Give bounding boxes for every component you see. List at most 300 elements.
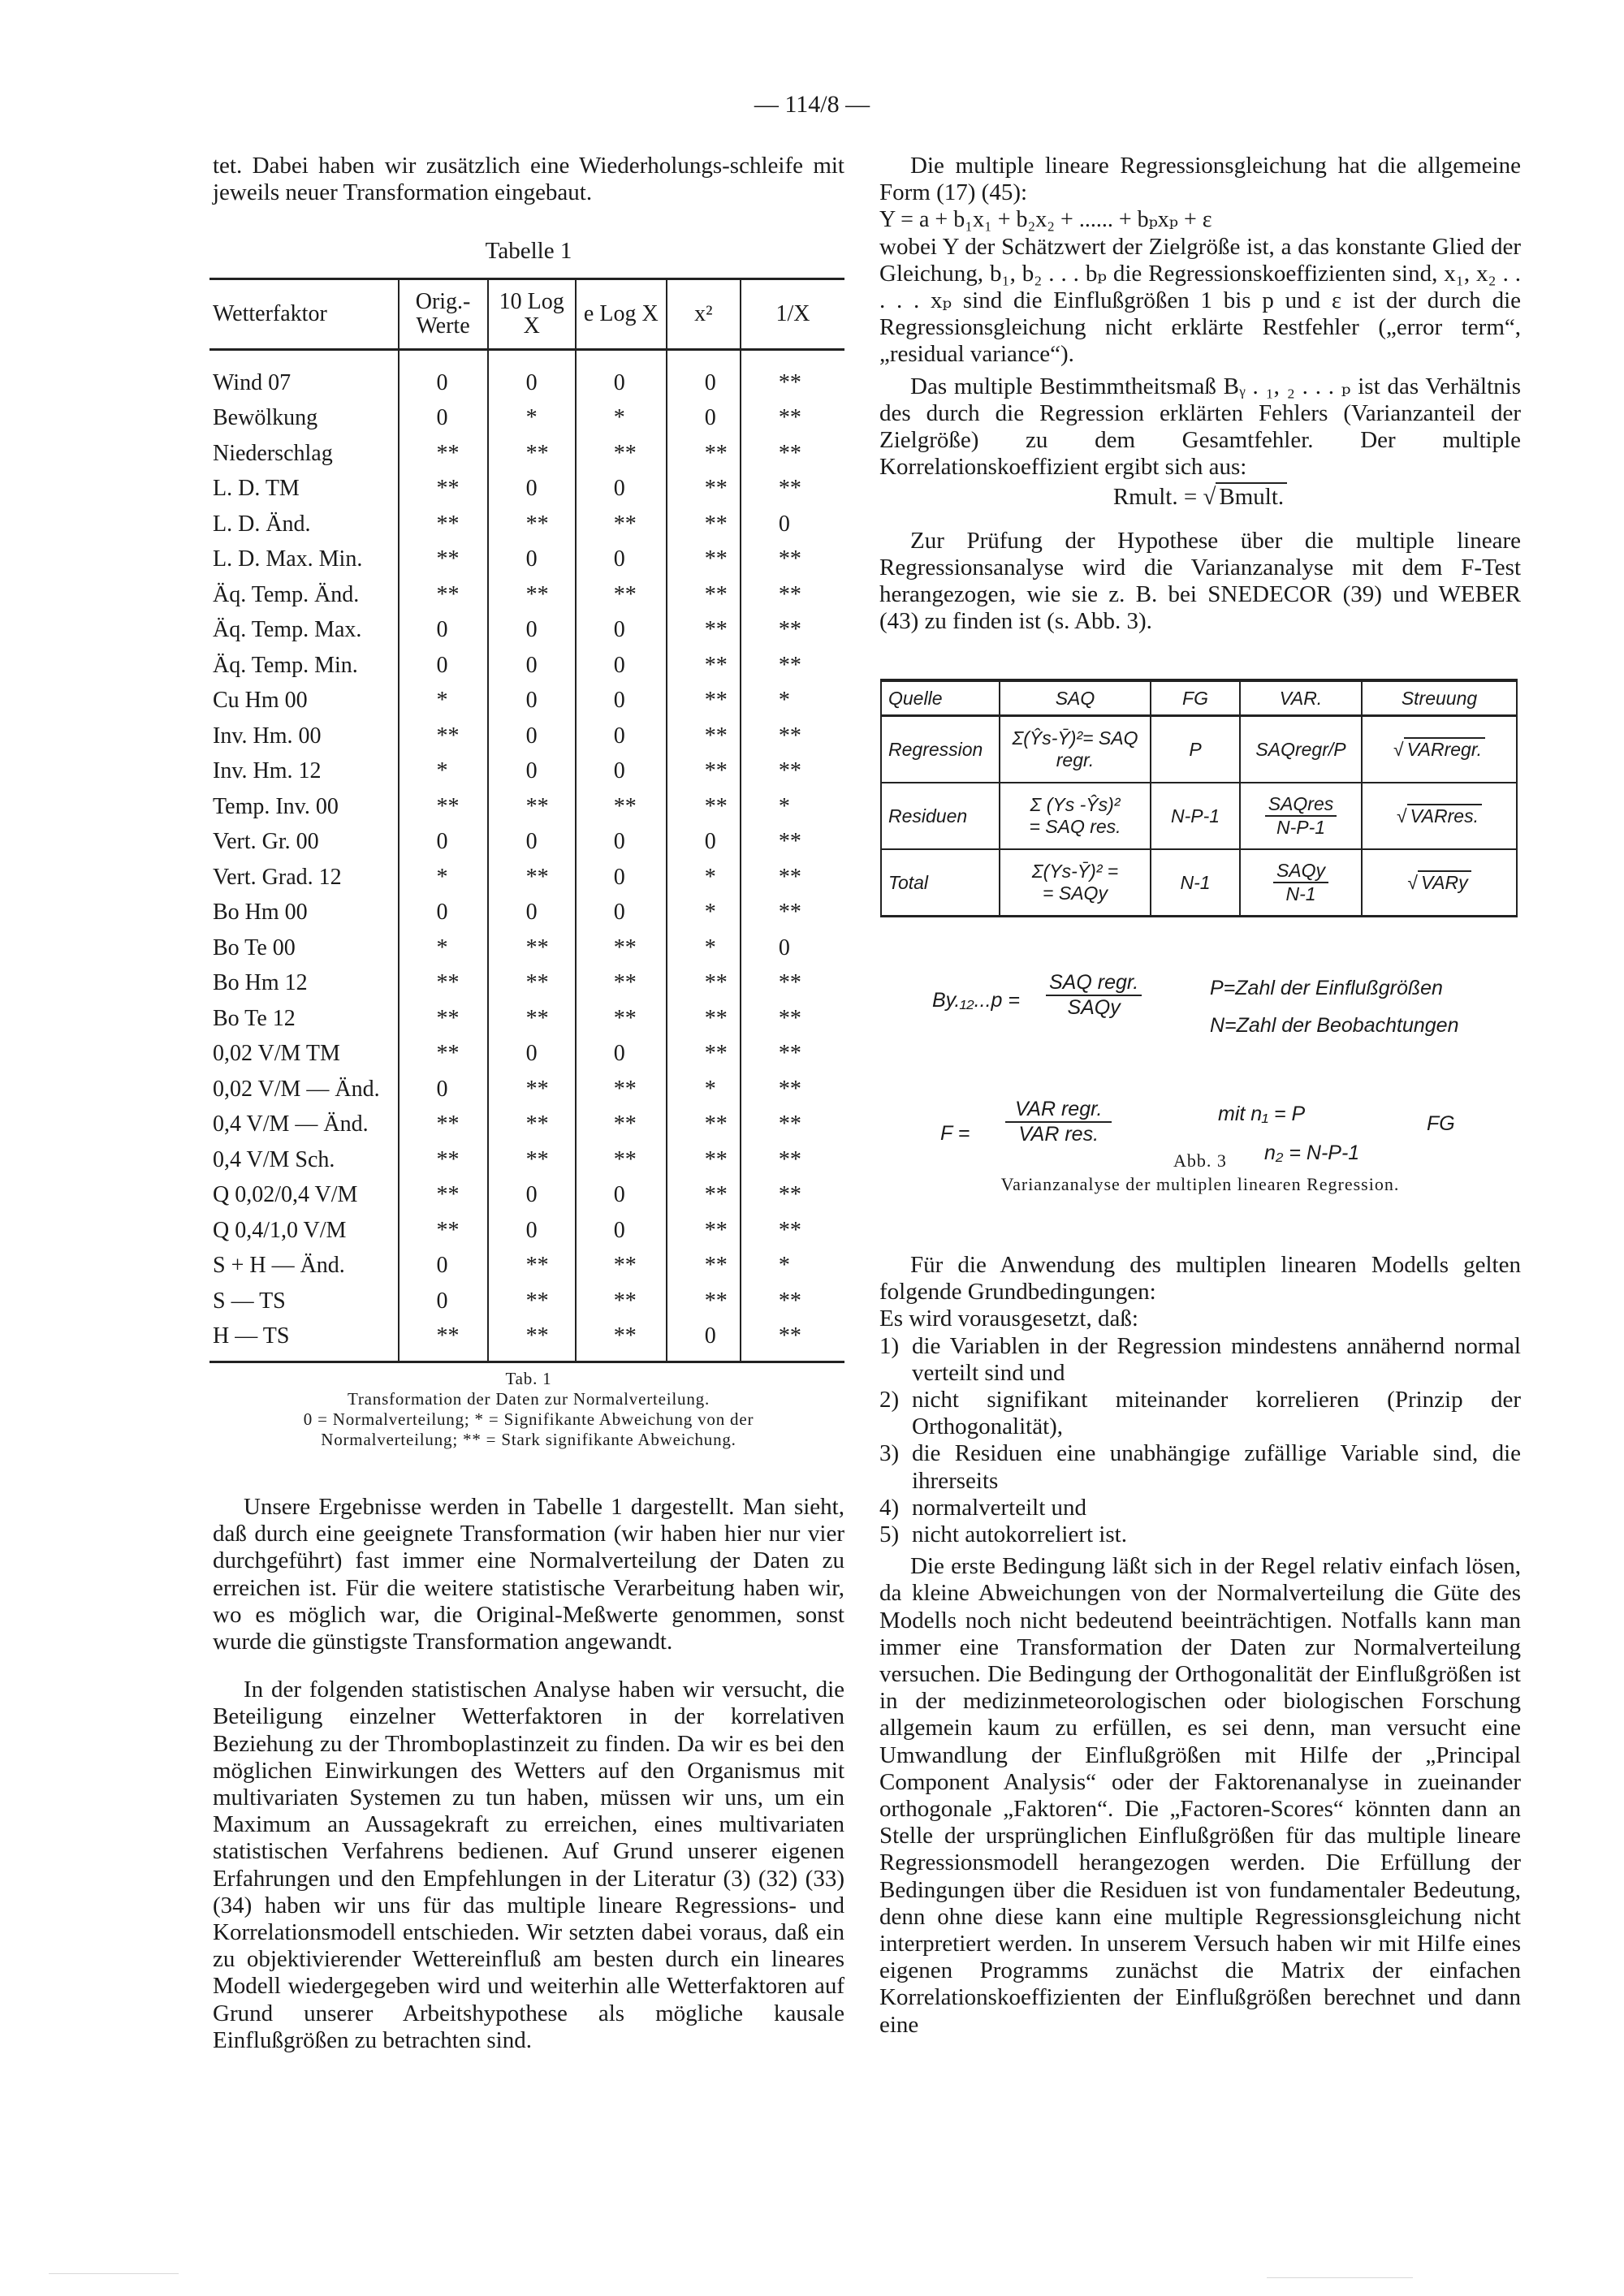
table1-value-cell: 0 <box>576 350 667 401</box>
table1-value-cell: ** <box>741 860 844 896</box>
table1-value-cell: 0 <box>667 825 741 861</box>
right-top <box>879 153 1521 635</box>
table1-value-cell: ** <box>667 1107 741 1143</box>
table1-row <box>209 896 844 931</box>
formula-b-num: SAQ regr. <box>1046 971 1142 996</box>
table1-value-cell: 0 <box>488 1178 576 1214</box>
conditions-list <box>879 1333 1521 1549</box>
table1-caption-title: Transformation der Daten zur Normalverteilung. <box>348 1389 710 1409</box>
table1-value-cell: ** <box>741 1319 844 1362</box>
table1-value-cell: ** <box>399 507 488 542</box>
table1-factor-cell: Q 0,4/1,0 V/M <box>213 1217 347 1243</box>
table1-value-cell: 0 <box>488 684 576 719</box>
table1-row <box>209 1249 844 1284</box>
table1-value-cell: ** <box>741 1107 844 1143</box>
table1-row <box>209 719 844 754</box>
table1-value-cell: 0 <box>576 648 667 684</box>
anova-total-var <box>1240 849 1362 917</box>
table1-row <box>209 401 844 437</box>
anova-header-saq: SAQ <box>1000 680 1151 716</box>
anova-total-saq-top: Σ(Ys-Ȳ)² = <box>1031 861 1119 882</box>
regression-equation: Y = a + b₁x₁ + b₂x₂ + ...... + bₚxₚ + ε <box>879 207 1212 233</box>
table1-value-cell: ** <box>741 648 844 684</box>
table1-value-cell: 0 <box>576 542 667 578</box>
rmult-lhs: Rmult. = <box>1112 484 1198 511</box>
table1-value-cell: * <box>667 860 741 896</box>
table1-value-cell: ** <box>399 1213 488 1249</box>
table1-value-cell: ** <box>576 436 667 472</box>
table1-value-cell: 0 <box>399 401 488 437</box>
table1-factor-cell: 0,02 V/M — Änd. <box>213 1076 380 1102</box>
right-paragraph-definitions: wobei Y der Schätzwert der Zielgröße ist, a das konstante Glied der Gleichung, b₁, b₂ . . . bₚ die Regressionskoeffizienten sind, x₁, x₂ . . . . . xₚ sind die Einflußgrößen 1 bis p und ε ist der durch die Regressionsgleichung nicht erklärte Restfehler („error term“, „residual variance“). <box>879 233 1521 368</box>
table1-value-cell: 0 <box>488 648 576 684</box>
left-paragraph-analysis: In der folgenden statistischen Analyse haben wir versucht, die Beteiligung einzelner Wetterfaktoren in der korrelativen Beziehung zu der Thromboplastinzeit zu finden. Da wir es bei den möglichen Einwirkungen des Wetters auf den Organismus mit multivariaten Systemen zu tun haben, müssen wir uns, um ein Maximum an Aussagekraft zu erreichen, eines multivariaten statistischen Verfahrens bedienen. Auf Grund unserer eigenen Erfahrungen und den Empfehlungen in der Literatur (3) (32) (33) (34) haben wir uns für das multiple lineare Regressions- und Korrelationsmodell entschieden. Wir setzten dabei voraus, daß ein zu objektivierender Wettereinfluß am besten durch ein lineares Modell wiedergegeben wird und weiterhin alle Wetterfaktoren auf Grund unserer Arbeitshypothese als mögliche kausale Einflußgrößen zu betrachten sind. <box>213 1677 844 2053</box>
anova-residuen-var <box>1240 783 1362 849</box>
right-paragraph-discussion: Die erste Bedingung läßt sich in der Regel relativ einfach lösen, da kleine Abweichungen von der Normalverteilung die Güte des Modells noch nicht bedeutend beeinträchtigen. Notfalls kann man immer eine Transformation der Daten zur Normalverteilung versuchen. Die Bedingung der Orthogonalität der Einflußgrößen ist in der medizinmeteorologischen oder biologischen Forschung allgemein kaum zu erfüllen, es sei denn, man versucht eine Umwandlung der Einflußgrößen mit Hilfe der „Principal Component Analysis“ oder der Faktorenanalyse in zueinander orthogonale „Faktoren“. Die „Factoren-Scores“ könnten dann an Stelle der ursprünglichen Einflußgrößen für das multiple lineare Regressionsmodell herangezogen werden. Die Erfüllung der Bedingungen über die Residuen ist von fundamentaler Bedeutung, denn ohne diese kann eine multiple Regressionsgleichung nicht interpretiert werden. In unserem Versuch haben wir mit Hilfe eines eigenen Programms zunächst die Matrix der einfachen Korrelationskoeffizienten der Einflußgrößen berechnet und dann eine <box>879 1553 1521 2038</box>
formula-f-den: VAR res. <box>1018 1123 1099 1146</box>
table1-factor-cell: L. D. TM <box>213 476 300 502</box>
table1-factor-cell: H — TS <box>209 1319 399 1362</box>
table1-value-cell: ** <box>741 1213 844 1249</box>
table1-value-cell: 0 <box>488 1037 576 1072</box>
table1-factor-cell: Äq. Temp. Änd. <box>213 581 360 607</box>
table1-factor-cell: Bewölkung <box>213 405 318 431</box>
table1-value-cell: ** <box>741 577 844 613</box>
right-paragraph-ftest: Zur Prüfung der Hypothese über die multiple lineare Regressionsanalyse wird die Varianzanalyse mit dem F-Test herangezogen, wie sie z. B. bei SNEDECOR (39) und WEBER (43) zu finden ist (s. Abb. 3). <box>879 527 1521 635</box>
anova-residuen-label: Residuen <box>881 783 1000 849</box>
table1-factor-cell: Bo Hm 00 <box>213 900 308 926</box>
formula-f-fg: FG <box>1427 1112 1455 1135</box>
table1-caption <box>213 1369 844 1450</box>
condition-text: nicht autokorreliert ist. <box>912 1521 1127 1548</box>
table1-value-cell: ** <box>488 930 576 966</box>
table1-value-cell: * <box>399 684 488 719</box>
table1-value-cell: 0 <box>399 1284 488 1319</box>
anova-header-row <box>881 680 1517 716</box>
table1-value-cell: 0 <box>576 896 667 931</box>
table1-value-cell: 0 <box>576 825 667 861</box>
table1-value-cell: 0 <box>488 1213 576 1249</box>
right-paragraph-regression-form: Die multiple lineare Regressionsgleichung hat die allgemeine Form (17) (45): <box>879 153 1521 206</box>
anova-header-streuung: Streuung <box>1362 680 1517 716</box>
table1-value-cell: ** <box>576 1319 667 1362</box>
table1-value-cell: ** <box>667 1178 741 1214</box>
table1-value-cell: ** <box>667 1037 741 1072</box>
table1-factor-cell: Temp. Inv. 00 <box>213 793 339 819</box>
table1-row <box>209 350 844 401</box>
table1-value-cell: ** <box>576 1001 667 1037</box>
table1-header-log10: 10 Log X <box>488 279 576 350</box>
table1-factor-cell: 0,4 V/M — Änd. <box>213 1111 369 1137</box>
left-intro-text: tet. Dabei haben wir zusätzlich eine Wiederholungs-schleife mit jeweils neuer Transformation eingebaut. <box>213 153 844 206</box>
table1-value-cell: ** <box>667 1284 741 1319</box>
table1-row <box>209 1107 844 1143</box>
table1-factor-cell: 0,4 V/M Sch. <box>213 1146 335 1172</box>
condition-item <box>879 1495 1521 1521</box>
rmult-radicand: Bmult. <box>1216 482 1287 510</box>
table1-value-cell: ** <box>576 930 667 966</box>
table1-factor-cell: 0,02 V/M TM <box>213 1041 340 1067</box>
anova-residuen-fg: N-P-1 <box>1151 783 1240 849</box>
table1-factor-cell: S + H — Änd. <box>213 1253 345 1279</box>
table1-value-cell: 0 <box>488 542 576 578</box>
table1-value-cell: ** <box>488 577 576 613</box>
table1-value-cell: 0 <box>576 719 667 754</box>
table1-value-cell: 0 <box>488 472 576 507</box>
table1-value-cell: ** <box>488 1249 576 1284</box>
table1-value-cell: ** <box>399 966 488 1002</box>
table1-value-cell: ** <box>741 436 844 472</box>
figure3-label: Abb. 3 <box>1173 1150 1227 1171</box>
figure3-title: Varianzanalyse der multiplen linearen Regression. <box>1000 1174 1400 1194</box>
table1-value-cell: ** <box>399 1142 488 1178</box>
anova-row-regression <box>881 716 1517 783</box>
table1-header-row <box>209 279 844 350</box>
table1-factor-cell: Bo Hm 12 <box>213 970 308 996</box>
table1-value-cell: ** <box>741 613 844 649</box>
anova-total-fg: N-1 <box>1151 849 1240 917</box>
table1-row <box>209 542 844 578</box>
table1-factor-cell: Vert. Grad. 12 <box>213 864 342 890</box>
condition-item <box>879 1387 1521 1440</box>
table1-value-cell: ** <box>741 1037 844 1072</box>
table1-value-cell: ** <box>399 542 488 578</box>
anova-regression-streuung: √ VARregr. <box>1362 716 1517 783</box>
formula-b-den: SAQy <box>1067 996 1121 1019</box>
table1-value-cell: ** <box>667 1249 741 1284</box>
anova-regression-saq: Σ(Ŷs-Ȳ)²= SAQ regr. <box>1000 716 1151 783</box>
anova-regression-var: SAQregr/P <box>1240 716 1362 783</box>
anova-regression-label: Regression <box>881 716 1000 783</box>
condition-item <box>879 1440 1521 1494</box>
table1-value-cell: * <box>488 401 576 437</box>
table1-row <box>209 1001 844 1037</box>
weather-transformation-table <box>209 278 844 1363</box>
table1-value-cell: ** <box>399 1178 488 1214</box>
table1-value-cell: * <box>667 1072 741 1107</box>
table1-row <box>209 860 844 896</box>
table1-row <box>209 1284 844 1319</box>
table1-value-cell: ** <box>399 1107 488 1143</box>
table1-value-cell: 0 <box>667 1319 741 1362</box>
table1-value-cell: ** <box>576 577 667 613</box>
anova-regression-radicand: VARregr. <box>1404 737 1485 760</box>
table1-factor-cell: Wind 07 <box>213 369 292 395</box>
table1-row <box>209 507 844 542</box>
table1-value-cell: ** <box>741 719 844 754</box>
anova-residuen-var-den: N-P-1 <box>1276 817 1326 838</box>
table1-value-cell: 0 <box>399 825 488 861</box>
table1-value-cell: ** <box>488 436 576 472</box>
formula-b-fraction <box>1046 971 1142 1020</box>
table1-value-cell: ** <box>399 436 488 472</box>
formula-f-fraction <box>1005 1098 1112 1146</box>
anova-total-saq-bottom: = SAQy <box>1043 883 1108 904</box>
table1-factor-cell: Bo Te 00 <box>213 934 296 960</box>
table1-value-cell: 0 <box>399 896 488 931</box>
table1-value-cell: ** <box>488 1107 576 1143</box>
table1-value-cell: ** <box>667 1142 741 1178</box>
condition-item <box>879 1333 1521 1387</box>
condition-number: 3) <box>879 1440 900 1467</box>
table1-value-cell: * <box>667 896 741 931</box>
table1-value-cell: ** <box>488 1284 576 1319</box>
table1-factor-cell: Inv. Hm. 00 <box>213 723 322 749</box>
table1-value-cell: ** <box>741 1142 844 1178</box>
table1-value-cell: ** <box>667 648 741 684</box>
table1-legend-2: Normalverteilung; ** = Stark signifikante Abweichung. <box>321 1430 736 1449</box>
table1-value-cell: ** <box>399 472 488 507</box>
anova-regression-fg: P <box>1151 716 1240 783</box>
table1-value-cell: * <box>399 754 488 790</box>
table1-header-inv: 1/X <box>741 279 844 350</box>
left-paragraph-results: Unsere Ergebnisse werden in Tabelle 1 dargestellt. Man sieht, daß durch eine geeignete Transformation (wir haben hier nur vier durchgeführt) fast immer eine Normalverteilung der Daten zu erreichen ist. Für die weitere statistische Verarbeitung haben wir, wo es möglich war, die Original-Meßwerte genommen, sonst wurde die günstigste Transformation angewandt. <box>213 1494 844 1655</box>
table1-value-cell: ** <box>576 1249 667 1284</box>
anova-total-radicand: VARy <box>1418 870 1471 893</box>
table1-header-orig: Orig.- Werte <box>399 279 488 350</box>
table1-value-cell: ** <box>667 789 741 825</box>
formula-f-num: VAR regr. <box>1005 1098 1112 1123</box>
anova-total-var-num: SAQy <box>1273 860 1328 883</box>
table1-title: Tabelle 1 <box>485 238 572 264</box>
table1-value-cell: ** <box>741 542 844 578</box>
table1-value-cell: ** <box>741 1178 844 1214</box>
table1-value-cell: 0 <box>576 472 667 507</box>
anova-table <box>880 679 1518 917</box>
table1-factor-cell: L. D. Max. Min. <box>213 546 363 572</box>
table1-factor-cell: Bo Te 12 <box>213 1005 296 1031</box>
anova-residuen-streuung: √ VARres. <box>1362 783 1517 849</box>
table1-row <box>209 789 844 825</box>
scan-mark <box>49 2273 179 2274</box>
table1-value-cell: 0 <box>399 613 488 649</box>
table1-value-cell: 0 <box>399 1249 488 1284</box>
table1-value-cell: 0 <box>576 1213 667 1249</box>
table1-caption-label: Tab. 1 <box>505 1369 552 1388</box>
table1-value-cell: ** <box>741 1072 844 1107</box>
table1-value-cell: ** <box>667 719 741 754</box>
table1-value-cell: ** <box>488 860 576 896</box>
table1-value-cell: ** <box>741 825 844 861</box>
table1-value-cell: ** <box>399 1319 488 1362</box>
table1-value-cell: ** <box>741 754 844 790</box>
table1-factor-cell: Cu Hm 00 <box>213 688 308 714</box>
table1-factor-cell: L. D. Änd. <box>213 511 311 537</box>
condition-number: 4) <box>879 1494 900 1521</box>
table1-row <box>209 754 844 790</box>
formula-f-mit-n1: mit n₁ = P <box>1218 1103 1306 1125</box>
table1-value-cell: ** <box>576 789 667 825</box>
table1-value-cell: 0 <box>488 719 576 754</box>
table1-factor-cell: S — TS <box>213 1288 286 1314</box>
table1-value-cell: * <box>576 401 667 437</box>
table1-value-cell: ** <box>667 966 741 1002</box>
table1-row <box>209 930 844 966</box>
right-paragraph-vorausgesetzt: Es wird vorausgesetzt, daß: <box>879 1306 1138 1332</box>
table1-row <box>209 436 844 472</box>
condition-number: 5) <box>879 1521 900 1548</box>
table1-row <box>209 1178 844 1214</box>
scan-mark <box>1267 2277 1413 2278</box>
right-paragraph-bestimmtheit: Das multiple Bestimmtheitsmaß Bᵧ . ₁, ₂ . . . ₚ ist das Verhältnis des durch die Regression erklärten Fehlers (Varianzanteil der Zielgröße) zu dem Gesamtfehler. Der multiple Korrelationskoeffizient ergibt sich aus: <box>879 373 1521 481</box>
table1-value-cell: ** <box>576 1284 667 1319</box>
table1-value-cell: * <box>741 789 844 825</box>
table1-value-cell: ** <box>488 507 576 542</box>
table1-value-cell: ** <box>741 1001 844 1037</box>
anova-residuen-saq-bottom: = SAQ res. <box>1029 816 1121 837</box>
condition-number: 1) <box>879 1332 900 1359</box>
table1-value-cell: ** <box>576 966 667 1002</box>
table1-value-cell: ** <box>667 472 741 507</box>
rmult-formula <box>879 484 1521 511</box>
table1-value-cell: * <box>667 930 741 966</box>
table1-value-cell: ** <box>576 1107 667 1143</box>
anova-header-quelle: Quelle <box>881 680 1000 716</box>
table1-value-cell: ** <box>488 966 576 1002</box>
table1-value-cell: ** <box>399 1001 488 1037</box>
condition-item <box>879 1521 1521 1548</box>
table1-value-cell: ** <box>576 507 667 542</box>
table1-value-cell: ** <box>399 789 488 825</box>
table1-header-factor: Wetterfaktor <box>209 279 399 350</box>
table1-factor-cell: Äq. Temp. Max. <box>213 617 362 643</box>
table1-legend-1: 0 = Normalverteilung; * = Signifikante Abweichung von der <box>303 1409 754 1429</box>
formula-f-lhs: F = <box>940 1122 970 1145</box>
table1-value-cell: * <box>399 930 488 966</box>
table1-row <box>209 1072 844 1107</box>
table1-row <box>209 1142 844 1178</box>
table1-value-cell: ** <box>576 1142 667 1178</box>
anova-residuen-saq-top: Σ (Ys -Ŷs)² <box>1030 794 1121 815</box>
anova-header-var: VAR. <box>1240 680 1362 716</box>
table1-value-cell: 0 <box>488 350 576 401</box>
table1-value-cell: 0 <box>488 896 576 931</box>
table1-value-cell: 0 <box>741 507 844 542</box>
table1-value-cell: ** <box>667 1001 741 1037</box>
table1-value-cell: 0 <box>667 401 741 437</box>
table1-header-x2: x² <box>667 279 741 350</box>
table1-row <box>209 825 844 861</box>
anova-residuen-radicand: VARres. <box>1407 804 1482 826</box>
table1-row <box>209 1319 844 1362</box>
anova-total-var-den: N-1 <box>1285 883 1316 904</box>
table1-header-ln: e Log X <box>576 279 667 350</box>
table1-value-cell: ** <box>741 350 844 401</box>
table1-factor-cell: Äq. Temp. Min. <box>213 652 358 678</box>
anova-header-fg: FG <box>1151 680 1240 716</box>
condition-text: normalverteilt und <box>912 1494 1087 1521</box>
table1-value-cell: ** <box>741 1284 844 1319</box>
table1-value-cell: ** <box>741 896 844 931</box>
table1-value-cell: ** <box>667 577 741 613</box>
formula-b-note-n: N=Zahl der Beobachtungen <box>1210 1014 1459 1037</box>
table1-value-cell: ** <box>488 1142 576 1178</box>
table1-row <box>209 472 844 507</box>
anova-residuen-saq <box>1000 783 1151 849</box>
table1-value-cell: 0 <box>576 1178 667 1214</box>
table1-value-cell: * <box>741 1249 844 1284</box>
table1-value-cell: 0 <box>576 684 667 719</box>
anova-row-residuen <box>881 783 1517 849</box>
table1-value-cell: ** <box>667 507 741 542</box>
table1-value-cell: 0 <box>488 825 576 861</box>
table1-value-cell: ** <box>667 436 741 472</box>
anova-total-saq <box>1000 849 1151 917</box>
table1-factor-cell: Niederschlag <box>213 440 333 466</box>
table1-value-cell: ** <box>576 1072 667 1107</box>
table1-body <box>209 350 844 1362</box>
table1-value-cell: 0 <box>576 1037 667 1072</box>
table1-value-cell: 0 <box>741 930 844 966</box>
table1-row <box>209 648 844 684</box>
table1-value-cell: ** <box>488 789 576 825</box>
table1-value-cell: ** <box>399 1037 488 1072</box>
table1-value-cell: 0 <box>576 860 667 896</box>
table1-factor-cell: Q 0,02/0,4 V/M <box>213 1182 358 1208</box>
table1-factor-cell: Vert. Gr. 00 <box>213 829 319 855</box>
right-bottom <box>879 1252 1521 2039</box>
table1-value-cell: ** <box>741 401 844 437</box>
table1-value-cell: ** <box>741 472 844 507</box>
table1-row <box>209 1213 844 1249</box>
condition-text: die Variablen in der Regression mindestens annähernd normal verteilt sind und <box>912 1332 1521 1386</box>
table1-row <box>209 684 844 719</box>
anova-total-label: Total <box>881 849 1000 917</box>
formula-b-note-p: P=Zahl der Einflußgrößen <box>1210 977 1443 999</box>
formula-f-n2: n₂ = N-P-1 <box>1264 1142 1360 1164</box>
table1-value-cell: 0 <box>399 350 488 401</box>
anova-residuen-var-num: SAQres <box>1265 793 1337 817</box>
table1-value-cell: 0 <box>667 350 741 401</box>
right-paragraph-conditions-intro: Für die Anwendung des multiplen linearen Modells gelten folgende Grundbedingungen: <box>879 1252 1521 1306</box>
table1-value-cell: ** <box>667 542 741 578</box>
page-number: — 114/8 — <box>754 91 870 118</box>
table1-row <box>209 966 844 1002</box>
table1-value-cell: ** <box>399 719 488 754</box>
table1-value-cell: 0 <box>576 613 667 649</box>
formula-b-lhs: By.₁₂...p = <box>932 989 1020 1012</box>
table1-value-cell: ** <box>488 1072 576 1107</box>
table1-value-cell: 0 <box>399 648 488 684</box>
table1-value-cell: ** <box>488 1001 576 1037</box>
left-intro <box>213 153 844 206</box>
table1-value-cell: 0 <box>488 613 576 649</box>
table1-row <box>209 613 844 649</box>
table1-value-cell: ** <box>488 1319 576 1362</box>
table1-value-cell: ** <box>667 684 741 719</box>
left-body <box>213 1494 844 2054</box>
table1-row <box>209 577 844 613</box>
table1-value-cell: * <box>741 684 844 719</box>
figure3-caption <box>879 1149 1521 1196</box>
table1-value-cell: ** <box>667 613 741 649</box>
table1-row <box>209 1037 844 1072</box>
table1-value-cell: 0 <box>399 1072 488 1107</box>
table1-value-cell: ** <box>667 754 741 790</box>
anova-row-total <box>881 849 1517 917</box>
table1-value-cell: ** <box>667 1213 741 1249</box>
condition-text: nicht signifikant miteinander korrelieren (Prinzip der Orthogonalität), <box>912 1387 1521 1440</box>
table1-value-cell: ** <box>741 966 844 1002</box>
table1-value-cell: * <box>399 860 488 896</box>
table1-factor-cell: Inv. Hm. 12 <box>213 758 322 784</box>
condition-number: 2) <box>879 1387 900 1413</box>
anova-total-streuung: √ VARy <box>1362 849 1517 917</box>
table1-value-cell: ** <box>399 577 488 613</box>
table1-value-cell: 0 <box>488 754 576 790</box>
condition-text: die Residuen eine unabhängige zufällige Variable sind, die ihrerseits <box>912 1440 1521 1494</box>
table1-value-cell: 0 <box>576 754 667 790</box>
